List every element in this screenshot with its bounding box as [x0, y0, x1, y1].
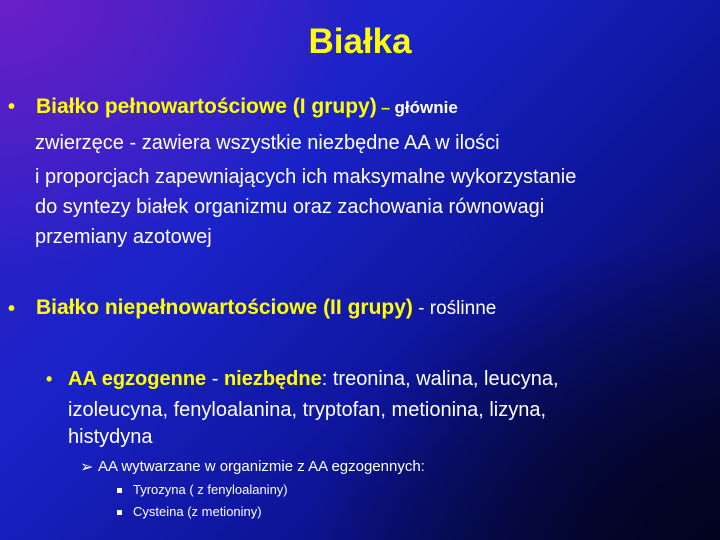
sub1-line1-rest: : treonina, walina, leucyna, [321, 368, 559, 390]
bullet1-line-1: zwierzęce - zawiera wszystkie niezbędne AA w ilości [35, 132, 500, 154]
sub3-item-1: Tyrozyna ( z fenyloalaniny) [133, 482, 288, 497]
sub2-text: AA wytwarzane w organizmie z AA egzogennych: [98, 458, 425, 475]
bullet-dot: • [8, 298, 16, 320]
bullet1-heading-tail: głównie [394, 98, 458, 117]
bullet1-line-3: do syntezy białek organizmu oraz zachowania równowagi [35, 196, 545, 218]
bullet-dot: • [8, 96, 16, 118]
bullet1-heading-line [36, 95, 458, 119]
bullet1-heading: Białko pełnowartościowe (I grupy) [36, 95, 377, 118]
bullet1-line-4: przemiany azotowej [35, 226, 212, 248]
sub1-line-1 [68, 368, 559, 391]
bullet2-heading: Białko niepełnowartościowe (II grupy) [36, 296, 413, 319]
arrow-bullet-icon: ➢ [80, 459, 94, 476]
bullet1-line-2: i proporcjach zapewniających ich maksymalne wykorzystanie [35, 166, 577, 188]
sub-bullet-dot: • [46, 369, 53, 389]
slide-title: Białka [308, 22, 412, 61]
sub3-item-2: Cysteina (z metioniny) [133, 504, 262, 519]
sub1-heading: AA egzogenne [68, 368, 207, 390]
sub1-dash: - [206, 368, 224, 390]
sub1-bold-word: niezbędne [223, 368, 322, 390]
square-bullet-icon [117, 510, 122, 515]
bullet2-tail: - roślinne [412, 298, 497, 319]
bullet1-dash: – [376, 100, 395, 117]
sub1-line-3: histydyna [68, 426, 153, 448]
sub1-line-2: izoleucyna, fenyloalanina, tryptofan, metionina, lizyna, [68, 399, 547, 421]
square-bullet-icon [117, 488, 122, 493]
bullet2-heading-line [36, 296, 496, 320]
